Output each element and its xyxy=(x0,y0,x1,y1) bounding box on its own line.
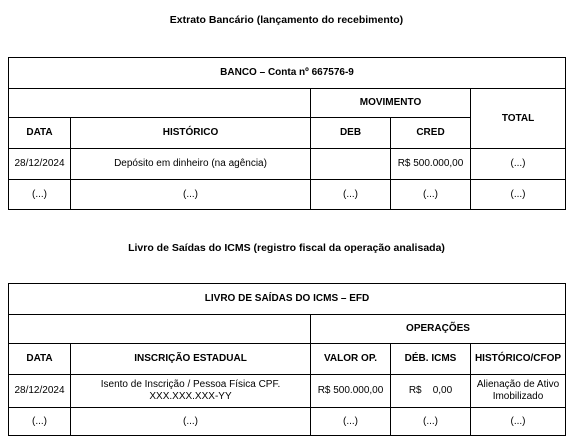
bank-statement-table xyxy=(8,57,566,210)
col-historico: HISTÓRICO xyxy=(71,118,311,149)
cell-deb: (...) xyxy=(311,180,391,210)
cell-historico-cfop: (...) xyxy=(471,408,566,436)
cell-valor: R$ 500.000,00 xyxy=(311,375,391,408)
col-data: DATA xyxy=(9,118,71,149)
cell-deb xyxy=(311,149,391,180)
table-row xyxy=(9,375,566,408)
cell-historico: (...) xyxy=(71,180,311,210)
cell-data: 28/12/2024 xyxy=(9,149,71,180)
col-deb-icms: DÉB. ICMS xyxy=(391,344,471,375)
blank-cell xyxy=(9,89,311,118)
table-row xyxy=(9,149,566,180)
ledger-header: LIVRO DE SAÍDAS DO ICMS – EFD xyxy=(9,284,566,315)
cell-cred: R$ 500.000,00 xyxy=(391,149,471,180)
livro-caption: Livro de Saídas do ICMS (registro fiscal da operação analisada) xyxy=(128,242,445,254)
cell-deb-icms: (...) xyxy=(391,408,471,436)
bank-account-header: BANCO – Conta nº 667576-9 xyxy=(9,58,566,89)
col-inscricao: INSCRIÇÃO ESTADUAL xyxy=(71,344,311,375)
cell-valor: (...) xyxy=(311,408,391,436)
col-cred: CRED xyxy=(391,118,471,149)
extrato-caption: Extrato Bancário (lançamento do recebimento) xyxy=(169,14,404,26)
operacoes-header: OPERAÇÕES xyxy=(311,315,566,344)
cell-inscricao: Isento de Inscrição / Pessoa Física CPF. XXX.XXX.XXX-YY xyxy=(71,375,311,408)
table-row xyxy=(9,408,566,436)
cell-data: (...) xyxy=(9,180,71,210)
table-row xyxy=(9,180,566,210)
cell-data: (...) xyxy=(9,408,71,436)
col-valor: VALOR OP. xyxy=(311,344,391,375)
cell-total: (...) xyxy=(471,149,566,180)
cell-historico: Depósito em dinheiro (na agência) xyxy=(71,149,311,180)
cell-inscricao: (...) xyxy=(71,408,311,436)
icms-ledger-table xyxy=(8,283,566,436)
cell-cred: (...) xyxy=(391,180,471,210)
col-deb: DEB xyxy=(311,118,391,149)
col-data: DATA xyxy=(9,344,71,375)
cell-historico-cfop: Alienação de Ativo Imobilizado xyxy=(471,375,566,408)
blank-cell xyxy=(9,315,311,344)
col-historico-cfop: HISTÓRICO/CFOP xyxy=(471,344,566,375)
cell-total: (...) xyxy=(471,180,566,210)
cell-data: 28/12/2024 xyxy=(9,375,71,408)
total-header: TOTAL xyxy=(471,89,566,149)
cell-deb-icms: R$ 0,00 xyxy=(391,375,471,408)
movimento-header: MOVIMENTO xyxy=(311,89,471,118)
